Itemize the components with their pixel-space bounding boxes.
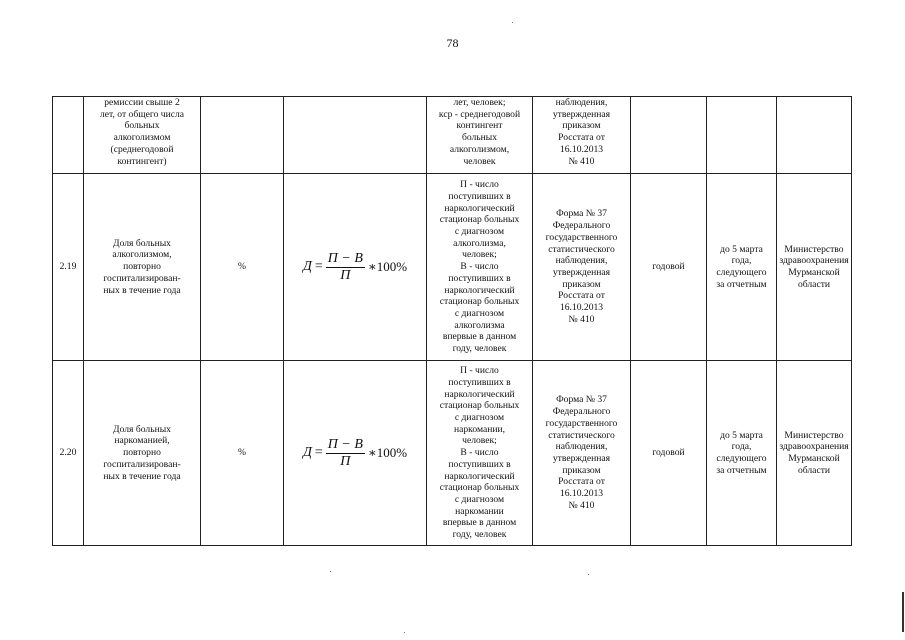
reporting-deadline-line: года,: [731, 255, 752, 267]
scan-edge-mark: [902, 592, 904, 632]
data-source-line: наблюдения,: [555, 97, 608, 108]
reporting-period: [631, 97, 707, 174]
data-source-line: Форма № 37: [556, 394, 607, 406]
variable-definitions-line: контингент: [456, 120, 503, 132]
data-source-line: приказом: [562, 464, 601, 476]
indicator-name-line: лет, от общего числа: [99, 108, 185, 120]
data-source-line: № 410: [568, 155, 595, 167]
variable-definitions-line: наркологический: [444, 284, 515, 296]
data-source-line: Росстата от: [558, 132, 605, 144]
reporting-deadline-line: следующего: [716, 267, 767, 278]
data-source-line: № 410: [568, 313, 595, 325]
indicator-name-line: госпитализирован-: [103, 458, 181, 470]
indicator-name-line: больных: [124, 120, 160, 132]
variable-definitions-line: впервые в данном: [442, 517, 517, 529]
formula-denominator: П: [340, 267, 351, 283]
responsible-body-line: здравоохранения: [779, 441, 849, 453]
data-source-line: утвержденная: [552, 453, 611, 464]
indicator-name: [84, 361, 201, 546]
variable-definitions-line: поступивших в: [448, 190, 511, 202]
reporting-deadline: [707, 97, 777, 174]
responsible-body-line: здравоохранения: [779, 255, 849, 267]
indicator-number: 2.19: [53, 174, 84, 361]
responsible-body: [777, 97, 852, 174]
data-source: [533, 174, 631, 361]
responsible-body: [777, 174, 852, 361]
reporting-deadline-line: до 5 марта: [720, 429, 763, 441]
data-source-line: приказом: [562, 120, 601, 132]
responsible-body-line: Министерство: [784, 243, 844, 255]
indicator-name-line: алкоголизмом: [113, 132, 171, 144]
data-source-line: государственного: [545, 231, 618, 243]
formula: [303, 251, 407, 283]
data-source: [533, 97, 631, 174]
data-source-line: Федерального: [552, 220, 611, 232]
indicator-name-line: госпитализирован-: [103, 272, 181, 284]
data-source-line: 16.10.2013: [559, 302, 604, 314]
variable-definitions-line: стационар больных: [439, 482, 520, 494]
variable-definitions-line: впервые в данном: [442, 331, 517, 343]
indicator-number: 2.20: [53, 361, 84, 546]
data-source-line: наблюдения,: [555, 255, 608, 267]
variable-definitions-line: наркологический: [444, 202, 515, 214]
reporting-deadline-line: за отчетным: [716, 464, 767, 476]
formula-equals: =: [314, 445, 323, 461]
data-source-line: утвержденная: [552, 108, 611, 120]
data-source-line: 16.10.2013: [559, 488, 604, 500]
responsible-body: [777, 361, 852, 546]
indicator-name-line: повторно: [123, 447, 161, 459]
formula-lhs: Д: [302, 445, 312, 461]
responsible-body-line: Мурманской: [788, 453, 840, 464]
indicator-name-line: алкоголизмом,: [112, 249, 172, 261]
formula-fraction: [326, 251, 365, 283]
variable-definitions-line: с диагнозом: [454, 307, 505, 319]
indicator-name: [84, 174, 201, 361]
data-source-line: утвержденная: [552, 267, 611, 278]
reporting-period: годовой: [631, 174, 707, 361]
reporting-period: годовой: [631, 361, 707, 546]
variable-definitions-line: году, человек: [452, 343, 507, 355]
variable-definitions-line: наркомании: [455, 505, 504, 517]
variable-definitions-line: с диагнозом: [454, 493, 505, 505]
data-source-line: 16.10.2013: [559, 143, 604, 155]
responsible-body-line: Министерство: [784, 429, 844, 441]
indicator-name-line: Доля больных: [113, 423, 171, 435]
indicator-name-line: наркоманией,: [114, 435, 170, 447]
variable-definitions-line: ксp - среднегодовой: [438, 108, 521, 120]
data-source-line: статистического: [548, 243, 615, 255]
formula-cell: [284, 174, 427, 361]
reporting-deadline: [707, 361, 777, 546]
variable-definitions-line: человек;: [462, 249, 497, 261]
indicator-name-line: ных в течение года: [103, 284, 181, 296]
formula-denominator: П: [340, 453, 351, 469]
variable-definitions-line: наркомании,: [453, 423, 506, 435]
variable-definitions: [427, 361, 533, 546]
variable-definitions-line: с диагнозом: [454, 412, 505, 424]
variable-definitions: [427, 174, 533, 361]
indicator-name-line: повторно: [123, 261, 161, 273]
variable-definitions-line: стационар больных: [439, 214, 520, 226]
data-source: [533, 361, 631, 546]
indicator-name-line: (среднегодовой: [110, 143, 174, 155]
data-source-line: Федерального: [552, 406, 611, 418]
variable-definitions-line: алкоголизма,: [453, 237, 506, 249]
variable-definitions-line: наркологический: [444, 388, 515, 400]
data-source-line: Форма № 37: [556, 208, 607, 220]
variable-definitions-line: алкоголизма: [454, 319, 505, 331]
variable-definitions-line: поступивших в: [448, 458, 511, 470]
variable-definitions-line: поступивших в: [448, 272, 511, 284]
scan-speck: [512, 22, 513, 23]
formula-lhs: Д: [302, 259, 312, 275]
scan-speck: [404, 632, 405, 633]
reporting-deadline-line: за отчетным: [716, 278, 767, 290]
indicator-name-line: ремиссии свыше 2: [104, 97, 180, 108]
variable-definitions-line: стационар больных: [439, 296, 520, 308]
indicator-name-line: Доля больных: [113, 237, 171, 249]
variable-definitions-line: В - число: [460, 261, 499, 273]
responsible-body-line: области: [797, 464, 831, 476]
scan-speck: [588, 574, 589, 575]
variable-definitions-line: с диагнозом: [454, 226, 505, 238]
variable-definitions-line: стационар больных: [439, 400, 520, 412]
variable-definitions-line: больных: [461, 132, 498, 144]
table-row: [53, 361, 852, 546]
variable-definitions-line: наркологический: [444, 470, 515, 482]
formula: [303, 437, 407, 469]
variable-definitions-line: алкоголизмом,: [449, 143, 510, 155]
reporting-deadline-line: до 5 марта: [720, 243, 763, 255]
data-source-line: государственного: [545, 417, 618, 429]
table-row: [53, 174, 852, 361]
reporting-deadline-line: следующего: [716, 453, 767, 464]
responsible-body-line: Мурманской: [788, 267, 840, 278]
scan-speck: [330, 571, 331, 572]
formula-numerator: П − В: [327, 437, 363, 453]
indicator-name-line: ных в течение года: [103, 470, 181, 482]
page-number: 78: [446, 36, 459, 50]
data-source-line: приказом: [562, 278, 601, 290]
data-source-line: № 410: [568, 499, 595, 511]
formula-cell: [284, 97, 427, 174]
responsible-body-line: области: [797, 278, 831, 290]
reporting-deadline-line: года,: [731, 441, 752, 453]
indicator-number: [53, 97, 84, 174]
formula-multiplier: ∗100%: [367, 259, 408, 275]
variable-definitions-line: В - число: [460, 447, 499, 459]
formula-cell: [284, 361, 427, 546]
data-source-line: Росстата от: [558, 290, 605, 302]
variable-definitions-line: человек;: [462, 435, 497, 447]
indicator-name-line: контингент): [117, 155, 167, 167]
formula-numerator: П − В: [327, 251, 363, 267]
indicator-unit: %: [201, 361, 284, 546]
indicator-unit: %: [201, 174, 284, 361]
data-source-line: статистического: [548, 429, 615, 441]
formula-equals: =: [314, 259, 323, 275]
variable-definitions-line: человек: [463, 155, 496, 167]
indicators-table: [52, 96, 852, 546]
variable-definitions-line: году, человек: [452, 529, 507, 541]
variable-definitions-line: П - число: [460, 179, 499, 191]
variable-definitions: [427, 97, 533, 174]
table-row: [53, 97, 852, 174]
data-source-line: наблюдения,: [555, 441, 608, 453]
indicator-name: [84, 97, 201, 174]
indicator-unit: [201, 97, 284, 174]
reporting-deadline: [707, 174, 777, 361]
variable-definitions-line: лет, человек;: [453, 97, 506, 108]
variable-definitions-line: поступивших в: [448, 376, 511, 388]
data-source-line: Росстата от: [558, 476, 605, 488]
formula-multiplier: ∗100%: [367, 445, 408, 461]
variable-definitions-line: П - число: [460, 365, 499, 377]
formula-fraction: [326, 437, 365, 469]
